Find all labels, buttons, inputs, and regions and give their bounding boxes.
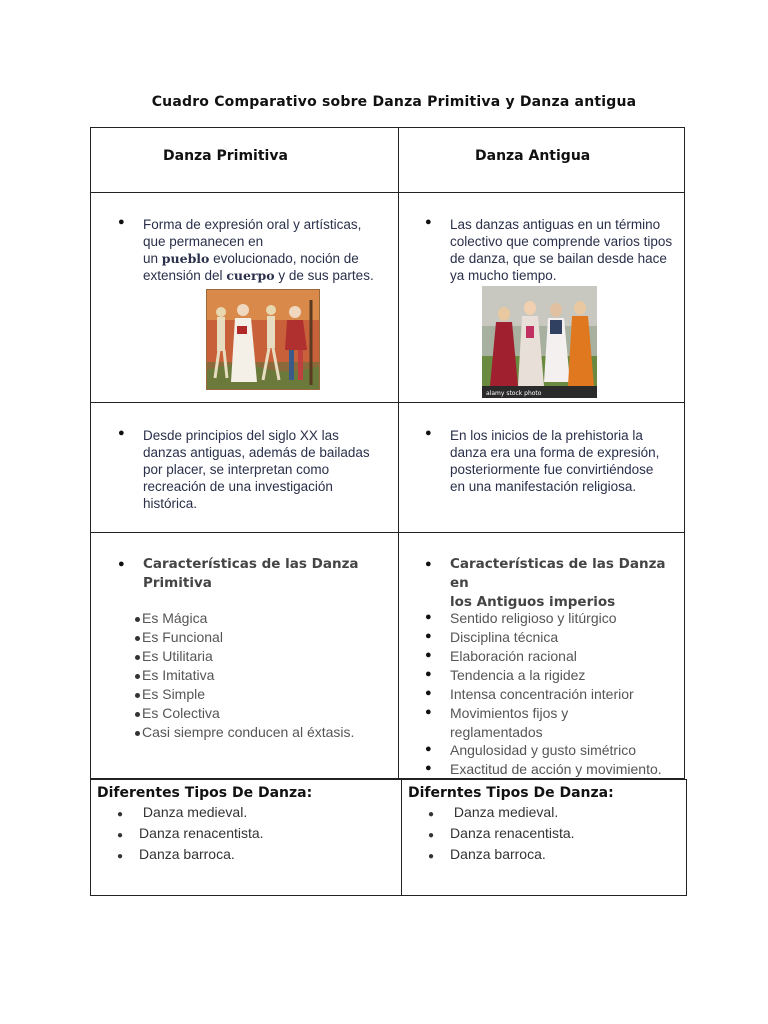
column-divider xyxy=(401,780,402,895)
renaissance-dancers-illustration xyxy=(482,286,597,398)
header-danza-antigua: Danza Antigua xyxy=(475,148,591,164)
list-item: ● Danza renacentista. xyxy=(117,825,264,841)
list-item: ● Danza medieval. xyxy=(428,804,559,820)
image-caption: alamy stock photo xyxy=(486,390,542,397)
bullet-icon: ● xyxy=(118,427,125,439)
primitiva-definition: Forma de expresión oral y artísticas, que permanecen en un pueblo evolucionado, noción de extensión del cuerpo y de sus partes. xyxy=(143,217,374,283)
dance-types-list-left xyxy=(117,803,387,866)
bullet-icon xyxy=(135,636,140,641)
column-divider xyxy=(398,128,399,778)
dance-types-heading-left: Diferentes Tipos De Danza: xyxy=(97,785,313,801)
antigua-history: En los inicios de la prehistoria la danza era una forma de expresión, posteriormente fue convirtiéndose en una manifestación religiosa. xyxy=(450,428,660,494)
list-item: Casi siempre conducen al éxtasis. xyxy=(135,723,391,742)
bullet-icon xyxy=(135,655,140,660)
list-item-continuation: reglamentados xyxy=(450,724,543,740)
list-item: Es Colectiva xyxy=(135,704,391,723)
bullet-icon xyxy=(135,693,140,698)
dance-of-death-illustration xyxy=(207,290,319,389)
antigua-characteristics-heading: Características de las Danza en los Antiguos imperios xyxy=(450,556,666,610)
bullet-icon: ● xyxy=(428,851,435,862)
comparison-table xyxy=(90,127,685,779)
list-item: Es Simple xyxy=(135,685,391,704)
bullet-icon: ● xyxy=(117,851,124,862)
document-title: Cuadro Comparativo sobre Danza Primitiva y Danza antigua xyxy=(151,94,637,110)
list-item: ● Danza medieval. xyxy=(117,804,248,820)
bullet-icon: ● xyxy=(428,809,435,820)
bullet-icon: ● xyxy=(425,558,432,570)
list-item: ● Elaboración racional xyxy=(425,648,577,664)
bullet-icon: ● xyxy=(428,830,435,841)
row-divider xyxy=(91,192,684,193)
medieval-dance-painting xyxy=(206,289,320,390)
list-item: ● Disciplina técnica xyxy=(425,629,559,645)
list-item: ● Danza renacentista. xyxy=(428,825,575,841)
list-item: ● Danza barroca. xyxy=(428,846,546,862)
list-item: ● Tendencia a la rigidez xyxy=(425,667,586,683)
primitiva-characteristics-heading: Características de las Danza Primitiva xyxy=(143,556,359,591)
dance-types-heading-right: Diferntes Tipos De Danza: xyxy=(408,785,614,801)
bullet-icon xyxy=(135,712,140,717)
bullet-icon: ● xyxy=(425,216,432,228)
bullet-icon xyxy=(135,674,140,679)
bullet-icon: ● xyxy=(117,809,124,820)
row-divider xyxy=(91,532,684,533)
primitiva-characteristics-list xyxy=(135,609,391,742)
list-item: Es Funcional xyxy=(135,628,391,647)
dance-types-table xyxy=(90,779,687,896)
primitiva-history: Desde principios del siglo XX las danzas antiguas, además de bailadas por placer, se interpretan como recreación de una investigación histórica. xyxy=(143,428,370,511)
list-item: ● Movimientos fijos y xyxy=(425,705,569,721)
list-item: ● Danza barroca. xyxy=(117,846,235,862)
bullet-icon: ● xyxy=(117,830,124,841)
list-item: Es Mágica xyxy=(135,609,391,628)
list-item: ● Angulosidad y gusto simétrico xyxy=(425,742,636,758)
ancient-dance-photo xyxy=(482,286,597,398)
list-item: Es Imitativa xyxy=(135,666,391,685)
list-item: ● Sentido religioso y litúrgico xyxy=(425,610,617,626)
antigua-definition: Las danzas antiguas en un término colectivo que comprende varios tipos de danza, que se bailan desde hace ya mucho tiempo. xyxy=(450,217,673,283)
dance-types-list-right xyxy=(428,803,678,866)
row-divider xyxy=(91,402,684,403)
bullet-icon: ● xyxy=(118,216,125,228)
bullet-icon: ● xyxy=(118,558,125,570)
antigua-characteristics-list xyxy=(425,609,683,779)
bullet-icon xyxy=(135,617,140,622)
header-danza-primitiva: Danza Primitiva xyxy=(163,148,288,164)
list-item: Es Utilitaria xyxy=(135,647,391,666)
bullet-icon: ● xyxy=(425,427,432,439)
bullet-icon xyxy=(135,731,140,736)
list-item: ● Intensa concentración interior xyxy=(425,686,634,702)
list-item: ● Exactitud de acción y movimiento. xyxy=(425,761,662,777)
